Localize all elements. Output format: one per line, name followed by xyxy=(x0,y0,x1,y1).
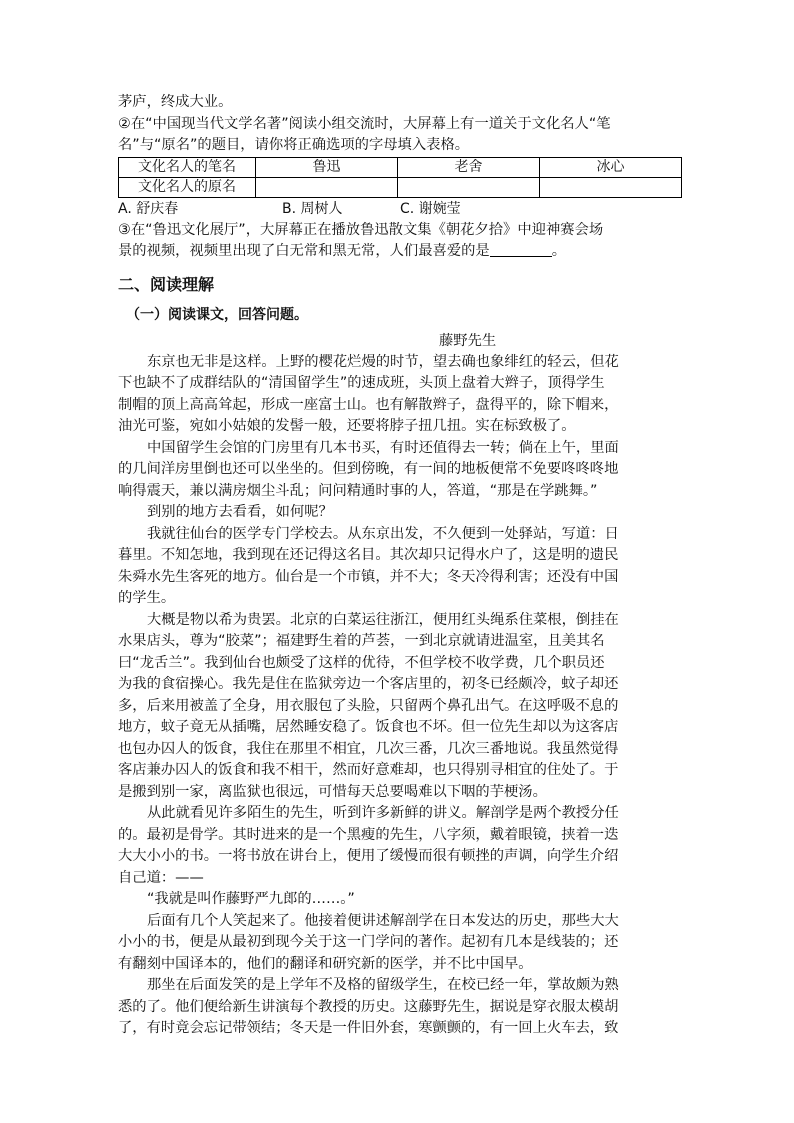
table-cell-pen-name: 冰心 xyxy=(539,157,681,177)
article-body xyxy=(118,352,682,1040)
paragraph-line: 的。最初是骨学。其时进来的是一个黑瘦的先生，八字须，戴着眼镜，挟着一迭 xyxy=(118,826,619,843)
paragraph-line: 小小的书，便是从最初到现今关于这一门学问的著作。起初有几本是线装的；还 xyxy=(118,934,619,950)
answer-blank[interactable] xyxy=(490,241,552,257)
paragraph-line: 大概是物以希为贵罢。北京的白菜运往浙江，便用红头绳系住菜根，倒挂在 xyxy=(147,611,619,628)
option-b: B. 周树人 xyxy=(282,200,343,217)
paragraph-line: 暮里。不知怎地，我到现在还记得这名目。其次却只记得水户了，这是明的遗民 xyxy=(118,547,619,563)
paragraph-line: 也包办囚人的饭食，我住在那里不相宜，几次三番，几次三番地说。我虽然觉得 xyxy=(118,740,619,757)
table-cell-pen-name: 老舍 xyxy=(398,157,540,177)
question-3-line: ③在“鲁迅文化展厅”，大屏幕正在播放鲁迅散文集《朝花夕拾》中迎神赛会场 xyxy=(118,221,604,238)
paragraph-line: 多，后来用被盖了全身，用衣服包了头脸，只留两个鼻孔出气。在这呼吸不息的 xyxy=(118,697,619,714)
text-line: 茅庐，终成大业。 xyxy=(118,94,233,110)
paragraph-line: 有翻刻中国译本的，他们的翻译和研究新的医学，并不比中国早。 xyxy=(118,955,533,972)
paragraph-line: 的几间洋房里倒也还可以坐坐的。但到傍晚，有一间的地板便常不免要咚咚咚地 xyxy=(118,461,619,477)
paragraph-line: 中国留学生会馆的门房里有几本书买，有时还值得去一转；倘在上午，里面 xyxy=(147,439,619,456)
paragraph-line: 悉的了。他们便给新生讲演每个教授的历史。这藤野先生，据说是穿衣服太模胡 xyxy=(118,998,619,1015)
table-cell-pen-name: 鲁迅 xyxy=(256,157,398,177)
table-header-real-name: 文化名人的原名 xyxy=(119,177,256,197)
article-title: 藤野先生 xyxy=(439,332,497,349)
paragraph-line: 从此就看见许多陌生的先生，听到许多新鲜的讲义。解剖学是两个教授分任 xyxy=(147,805,619,821)
paragraph-line: 后面有几个人笑起来了。他接着便讲述解剖学在日本发达的历史，那些大大 xyxy=(147,912,619,929)
question-2-line: 名”与“原名”的题目，请你将正确选项的字母填入表格。 xyxy=(118,137,470,153)
paragraph-line: 是搬到别一家，离监狱也很远，可惜每天总要喝难以下咽的芋梗汤。 xyxy=(118,783,547,800)
paragraph-line: 为我的食宿操心。我先是住在监狱旁边一个客店里的，初冬已经颇冷，蚊子却还 xyxy=(118,676,619,692)
option-a: A. 舒庆春 xyxy=(118,200,179,217)
paragraph-line: 自己道：—— xyxy=(118,869,204,886)
paragraph-line: 响得震天，兼以满房烟尘斗乱；问问精通时事的人，答道，“那是在学跳舞。” xyxy=(118,482,598,499)
paragraph-line: 曰“龙舌兰”。我到仙台也颇受了这样的优待，不但学校不收学费，几个职员还 xyxy=(118,654,605,671)
option-c: C. 谢婉莹 xyxy=(400,200,461,217)
paragraph-line: 油光可鉴，宛如小姑娘的发髻一般，还要将脖子扭几扭。实在标致极了。 xyxy=(118,418,576,434)
table-header-pen-name: 文化名人的笔名 xyxy=(119,157,256,177)
paragraph-line: 了，有时竟会忘记带领结；冬天是一件旧外套，寒颤颤的，有一回上火车去，致 xyxy=(118,1020,619,1036)
paragraph-line: 我就往仙台的医学专门学校去。从东京出发，不久便到一处驿站，写道：日 xyxy=(147,525,619,542)
question-2-line: ②在“中国现当代文学名著”阅读小组交流时，大屏幕上有一道关于文化名人“笔 xyxy=(118,115,611,132)
paragraph-line: 东京也无非是这样。上野的樱花烂熳的时节，望去确也象绯红的轻云，但花 xyxy=(147,353,619,370)
pen-name-table xyxy=(118,157,682,198)
paragraph-line: 到别的地方去看看，如何呢？ xyxy=(147,504,333,520)
subsection-heading: （一）阅读课文，回答问题。 xyxy=(126,306,308,323)
paragraph-line: 水果店头，尊为“胶菜”；福建野生着的芦荟，一到北京就请进温室，且美其名 xyxy=(118,633,605,649)
paragraph-line: 地方，蚊子竟无从插嘴，居然睡安稳了。饭食也不坏。但一位先生却以为这客店 xyxy=(118,719,619,735)
answer-cell[interactable] xyxy=(256,177,398,197)
answer-options xyxy=(118,198,682,220)
paragraph-line: 的学生。 xyxy=(118,590,176,606)
paragraph-line: 朱舜水先生客死的地方。仙台是一个市镇，并不大；冬天冷得利害；还没有中国 xyxy=(118,568,619,585)
paragraph-line: 客店兼办囚人的饭食和我不相干，然而好意难却，也只得别寻相宜的住处了。于 xyxy=(118,762,619,778)
paragraph-line: 制帽的顶上高高耸起，形成一座富士山。也有解散辫子，盘得平的，除下帽来， xyxy=(118,396,619,413)
paragraph-line: 那坐在后面发笑的是上学年不及格的留级学生，在校已经一年，掌故颇为熟 xyxy=(147,977,619,993)
answer-cell[interactable] xyxy=(398,177,540,197)
section-heading: 二、阅读理解 xyxy=(118,274,215,294)
answer-cell[interactable] xyxy=(539,177,681,197)
paragraph-line: 下也缺不了成群结队的“清国留学生”的速成班，头顶上盘着大辫子，顶得学生 xyxy=(118,375,605,391)
question-3-line: 景的视频，视频里出现了白无常和黑无常，人们最喜爱的是 。 xyxy=(118,243,567,259)
paragraph-line: 大大小小的书。一将书放在讲台上，便用了缓慢而很有顿挫的声调，向学生介绍 xyxy=(118,848,619,864)
paragraph-line: “我就是叫作藤野严九郎的……。” xyxy=(147,891,355,907)
